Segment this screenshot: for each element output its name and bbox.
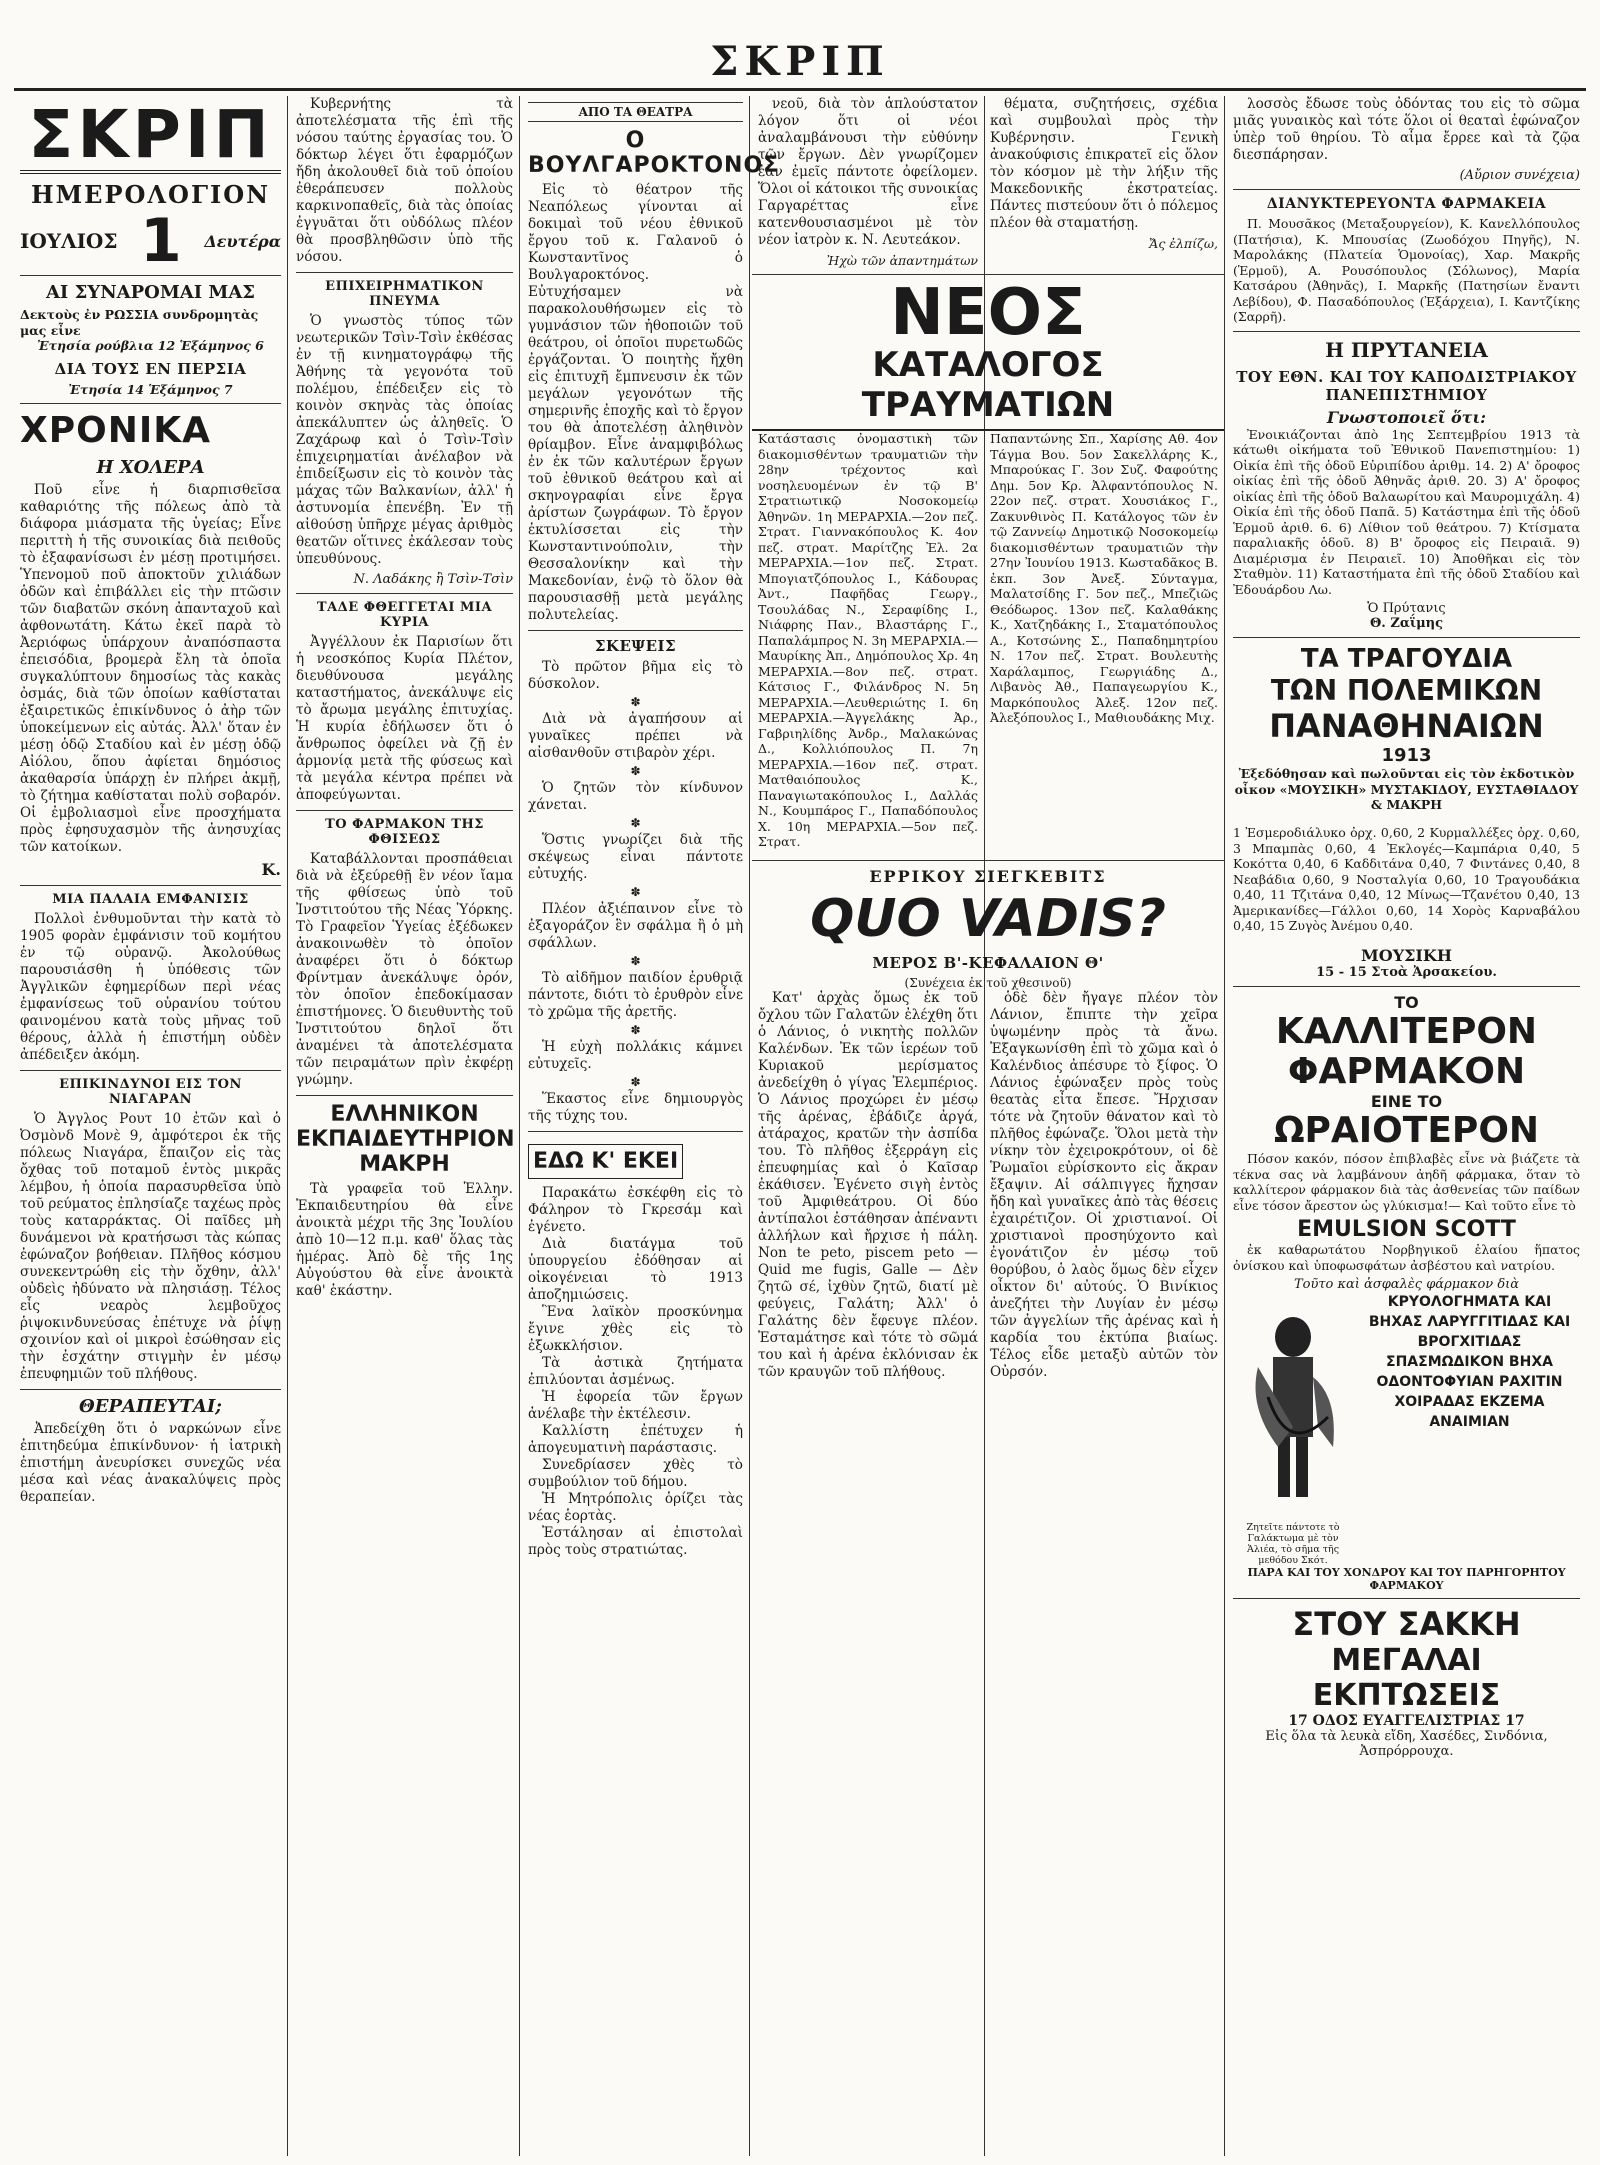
top-fragments bbox=[752, 96, 1224, 268]
article-title: ΣΚΕΨΕΙΣ bbox=[594, 637, 677, 655]
article-title: ΔΙΑΝΥΚΤΕΡΕΥΟΝΤΑ ΦΑΡΜΑΚΕΙΑ bbox=[1266, 196, 1547, 212]
article-body: Ὁ Ἀγγλος Ρουτ 10 ἐτῶν καὶ ὁ Ὀσμὸνδ Μονὲ 9, ἀμφότεροι ἐκ τῆς πόλεως Νιαγάρα, ἔπαιζον εἰς τὰς ὄχθας τοῦ ποταμοῦ ἐντὸς μικρᾶς λέμβου, ἡ ὁποία παρασυρθεῖσα ὑπὸ τοῦ ρεύματος ἐπλησίαζε ταχέως πρὸς τοὺς καταρράκτας. Οἱ παῖδες μὴ δυνάμενοι νὰ κρατήσωσι τὰς κώπας ἐφώναζον βοήθειαν. Πλῆθος κόσμου συνεκεντρώθη εἰς τὴν ὄχθην, ἀλλ' οὐδεὶς ἠδύνατο νὰ πλησιάσῃ. Τέλος εἷς νεαρὸς λεμβοῦχος ῥιψοκινδυνεύσας ἐπέτυχε νὰ ῥίψῃ σχοινίον καὶ οἱ μικροὶ ἐσώθησαν εἰς τὴν ἐσχάτην στιγμὴν ἐν μέσῳ ἐπευφημιῶν τοῦ πλήθους. bbox=[20, 1111, 281, 1382]
signature-role: Ὁ Πρύτανις bbox=[1367, 601, 1446, 616]
list-item: Ἐστάλησαν αἱ ἐπιστολαὶ πρὸς τοὺς στρατιώτας. bbox=[528, 1525, 743, 1558]
column-4-5 bbox=[752, 96, 1224, 2156]
article-body: Ποῦ εἶνε ἡ διαρπισθεῖσα καθαριότης τῆς πόλεως ἀπὸ τὰ διάφορα μιάσματα τῆς ὑγείας; Εἶνε περιττὴ ἡ τῆς συνοικίας διὰ πειθοῦς τὸ ἐξαφανίσωσι ἐν μέσῃ προτιμήσει. Ὑπενομοῦ ποῦ ἀποκτοῦν χιλιάδων ὁδῶν καὶ ἐπιβάλλει εἰς τὴν πτῶσιν τῶν διαβατῶν σκόνη ἀπανταχοῦ καὶ ἀφθονωτάτη. Κάτω ἐκεῖ παρὰ τὸ Ἀεριόφως ὑπάρχουν ἀναπόσπαστα ἐπεισόδια, βρομερὰ ἔλη τὰ ὁποῖα συγκαλύπτουν δημοσίως τὰς κακὰς ὀσμάς, διὰ τῶν ὁποίων καθίσταται ἐξαιρετικῶς ἐπικίνδυνος ὁ ἀὴρ τῶν ὑποκείμενων εἰς αὐτάς. Ἀλλ' ὅταν ἐν μέσῃ ὁδῷ Σταδίου καὶ ἐν μέσῃ ὁδῷ Αἰόλου, ὅπου ἀφίεται δημόσιος ἀκαθαρσία ὑπάρχῃ ἐν πλήρει ἀκμῇ, τὸ ζήτημα καθίσταται πολὺ σοβαρόν. Οἱ ἐμβολιασμοὶ εἶνε προσχήματα πρὸς ἐφησυχασμὸν τῆς ἀνησυχίας τῶν κατοίκων. bbox=[20, 482, 281, 855]
list-item: Ἡ εὐχὴ πολλάκις κάμνει εὐτυχεῖς. bbox=[528, 1039, 743, 1072]
serial-title: QUO VADIS? bbox=[810, 888, 1166, 949]
calendar-day: 1 bbox=[140, 206, 182, 276]
list-item: Ἡ ἐφορεία τῶν ἔργων ἀνέλαβε τὴν ἐκτέλεσιν. bbox=[528, 1389, 743, 1422]
casualty-list bbox=[752, 431, 1224, 854]
article-body: Π. Μουσᾶκος (Μεταξουργείον), Κ. Κανελλόπουλος (Πατήσια), Κ. Μπουσίας (Ζωοδόχου Πηγῆς), Ν. Μαρολάκης (Πλατεία Ὁμονοίας), Χαρ. Μακρῆς (Ἑρμοῦ), Α. Ρουσόπουλος (Σόλωνος), Μαρία Κατσάρου (Ἀθηνᾶς), Ι. Μαρκῆς (Πατησίων ἔναντι Λεβίδου), Φ. Πασαδόπουλος (Ἐξάρχεια), Ι. Καντζίκης (Σαρρῆ). bbox=[1233, 216, 1580, 324]
ad-footer: ΠΑΡΑ ΚΑΙ ΤΟΥ ΧΟΝΔΡΟΥ ΚΑΙ ΤΟΥ ΠΑΡΗΓΟΡΗΤΟΥ ΦΑΡΜΑΚΟΥ bbox=[1247, 1566, 1566, 1592]
article-body: Καταβάλλονται προσπάθειαι διὰ νὰ ἐξεύρεθῇ ἓν νέον ἴαμα τῆς φθίσεως ὑπὸ τοῦ Ἰνστιτούτου τῆς Νέας Ὑόρκης. Τὸ Γραφεῖον Ὑγείας ἐξέδωκεν ἀνακοινωθὲν τὸ ὁποῖον ἀναφέρει ὅτι ὁ δόκτωρ Φρίντμαν ἀνεκάλυψε ὀρόν, τὸν ὁποῖον ἐπεδοκίμασαν ἐπιστήμονες. Ὁ διευθυντὴς τοῦ Ἰνστιτούτου δηλοῖ ὅτι ἀναμένει τὰ ἀποτελέσματα τῶν πειραμάτων πρὶν ἐκφέρῃ γνώμην. bbox=[296, 851, 513, 1088]
article-body: θέματα, συζητήσεις, σχέδια καὶ συμβουλαὶ πρὸς τὴν Κυβέρνησιν. Γενικὴ ἀνακούφισις ἐπικρατεῖ εἰς ὅλον τὸν κόσμον μὲ τὴν λήξιν τῆς Μακεδονικῆς ἐκστρατείας. Πάντες πιστεύουν ὅτι ὁ πόλεμος πλέον θὰ σταματήσῃ. bbox=[990, 96, 1218, 231]
ad-text: ΤΟ bbox=[1394, 993, 1419, 1012]
ad-illustration-block bbox=[1233, 1292, 1580, 1566]
column-rule bbox=[749, 96, 750, 2156]
song-price-list: 1 Ἐσμεροδιάλυκο ὀρχ. 0,60, 2 Κυρμαλλέξες ὀρχ. 0,60, 3 Μπαμπὰς 0,60, 4 Ἐκλογές—Καμπάρια 0,40, 5 Κοκόττα 0,40, 6 Καδδιτάνα 0,40, 7 Φιντάνες 0,40, 8 Νεαβάδια 0,60, 9 Νοσταλγία 0,60, 10 Τραγουδάκια 0,40, 11 Τζιτάνα 0,40, 12 Μίνως—Τζανέτου 0,40, 13 Ἀμερικανίδες—Γάλλοι 0,60, 14 Χορὸς Καρναβάλου 0,40, 15 Ζυγὸς Ἀνέμου 0,40. bbox=[1233, 825, 1580, 933]
subscriptions-russia: Δεκτοὺς ἐν ΡΩΣΣΙΑ συνδρομητὰς μας εἶνε bbox=[20, 307, 259, 338]
list-item: Καλλίστη ἐπέτυχεν ἡ ἀπογευματινὴ παράστασις. bbox=[528, 1423, 743, 1456]
ad-year: 1913 bbox=[1381, 745, 1432, 766]
ad-address: 17 ΟΔΟΣ ΕΥΑΓΓΕΛΙΣΤΡΙΑΣ 17 bbox=[1288, 1713, 1525, 1729]
serial-part: ΜΕΡΟΣ Β'-ΚΕΦΑΛΑΙΟΝ Θ' bbox=[872, 953, 1104, 972]
column-rule bbox=[519, 96, 520, 2156]
section-title: ΑΠΟ ΤΑ ΘΕΑΤΡΑ bbox=[528, 102, 743, 122]
calendar-weekday: Δευτέρα bbox=[204, 231, 281, 251]
article-signature: Ἠχὼ τῶν ἀπαντημάτων bbox=[826, 253, 978, 268]
serial-body bbox=[752, 990, 1224, 1385]
ad-brand: EMULSION SCOTT bbox=[1297, 1217, 1516, 1242]
casualty-list-text: Κατάστασις ὀνομαστικὴ τῶν διακομισθέντων τραυματιῶν τὴν 28ην τρέχοντος καὶ νοσηλευομένων ἐν τῷ Β' Στρατιωτικῷ Νοσοκομείῳ Ἀθηνῶν. 1η ΜΕΡΑΡΧΙΑ.—2ον πεζ. Στρατ. Γιαννακόπουλος Κ. 4ον πεζ. στρατ. Μαρίτζης Ἐλ. 2α ΜΕΡΑΡΧΙΑ.—1ον πεζ. Στρατ. Μπογιατζόπουλος Ι., Κάδουρας Ἀντ., Παφῆδας Γεωργ., Τσουλάδας Ν., Σεραφίδης Ι., Νιάφρης Παν., Βλαστάρης Γ., Παπαλάμπρος Ν. 3η ΜΕΡΑΡΧΙΑ.—Μαυρίκης Ἀπ., Δημόπουλος Χρ. 4η ΜΕΡΑΡΧΙΑ.—8ον πεζ. στρατ. Κάτσιος Γ., Φιλάνδρος Ν. 5η ΜΕΡΑΡΧΙΑ.—Λευθεριώτης Ι. 6η ΜΕΡΑΡΧΙΑ.—Ἀγγελάκης Ἀρ., Γαβριηλίδης Ἀνδρ., Μαλακώνας Δ., Κολλιόπουλος Π. 7η ΜΕΡΑΡΧΙΑ.—16ον πεζ. στρατ. Ματθαιόπουλος Κ., Παναγιωτακόπουλος Ι., Δαλλάς Ν., Κουμπάρος Γ., Παπαδόπουλος Χ. 10η ΜΕΡΑΡΧΙΑ.—5ον πεζ. Στρατ. bbox=[758, 431, 978, 849]
article-title: ΤΑΔΕ ΦΘΕΓΓΕΤΑΙ ΜΙΑ ΚΥΡΙΑ bbox=[316, 600, 493, 630]
article-body: Ἀγγέλλουν ἐκ Παρισίων ὅτι ἡ νεοσκόπος Κυρία Πλέτον, διευθύνουσα μεγάλης καταστήματος, ἀνεκάλυψε εἰς τὸ ἄρωμα μεγάλης ἐπιτυχίας. Ἡ κυρία ἐδήλωσεν ὅτι ὁ ἄνθρωπος ὀφείλει νὰ ζῇ ἐν ἁρμονίᾳ μετὰ τῆς φύσεως καὶ τὰ μεγάλα κέντρα πρέπει νὰ ἀποφεύγωνται. bbox=[296, 634, 513, 803]
list-item: Πλέον ἀξιέπαινον εἶνε τὸ ἐξαγοράζον ἓν σφάλμα ἢ ὁ μὴ σφάλλων. bbox=[528, 901, 743, 951]
ad-body: ἐκ καθαρωτάτου Νορβηγικοῦ ἐλαίου ἥπατος ὀνίσκου καὶ ὑποφωσφάτων ἀσβέστου καὶ νατρίου. bbox=[1233, 1242, 1580, 1273]
serial-author: ΕΡΡΙΚΟΥ ΣΙΕΓΚΕΒΙΤΣ bbox=[869, 866, 1107, 886]
article-signature: Ν. Λαδάκης ἢ Τσὶν-Τσὶν bbox=[353, 572, 513, 587]
ad-body: Πόσον κακόν, πόσον ἐπιβλαβὲς εἶνε νὰ βιάζετε τὰ τέκνα σας νὰ λαμβάνουν ἀηδῆ φάρμακα, ὅταν τὸ καλλίτερον φάρμακον διὰ τὰς ἀσθενείας τῶν παίδων εἶνε τόσον ἄρεστον ὡς γλύκισμα!— Καὶ τοῦτο εἶνε τὸ bbox=[1233, 1151, 1580, 1213]
article-title: ΜΙΑ ΠΑΛΑΙΑ ΕΜΦΑΝΙΣΙΣ bbox=[52, 892, 249, 907]
newspaper-logo: ΣΚΡΙΠ bbox=[20, 100, 281, 174]
article-body: Κατ' ἀρχὰς ὅμως ἐκ τοῦ ὄχλου τῶν Γαλατῶν ἐλέχθη ὅτι ὁ Λάνιος, ὁ νικητὴς πολλῶν Καλένδων. Ἐκ τῶν ἱερέων τοῦ Κυριακοῦ μερίσματος ἀνεδείχθη ὁ γίγας Ἐλεμπέριος. Ὁ Λάνιος προχώρει ἐν μέσῳ τῆς ἀρένας, ἐβάδιζε ἀργά, ἀτάραχος, κρατῶν τὴν ἀσπίδα του. Τὸ πλῆθος ἐξερράγη εἰς ἐπευφημίας καὶ ὁ Καῖσαρ ἐκάθισεν. Ἐγένετο σιγὴ ἐντὸς τοῦ Ἀμφιθεάτρου. Οἱ δύο ἀντίπαλοι ἐστάθησαν ἀπέναντι ἀλλήλων καὶ ἤρχισε ἡ πάλη. Non te peto, piscem peto — Quid me fugis, Galle — Δὲν ζητῶ σέ, ἰχθὺν ζητῶ, διατί μὲ φεύγεις, Γαλάτη; Ἀλλ' ὁ Γαλάτης δὲν ἔφευγε πλέον. Ἐσταμάτησε καὶ τότε τὸ σῶμά του καὶ ἡ ἀρένα ἐκλόνισαν ἐκ τῶν κραυγῶν τοῦ πλήθους. bbox=[758, 989, 978, 1380]
column-2 bbox=[290, 96, 519, 2156]
ad-text: ΕΙΝΕ ΤΟ bbox=[1370, 1092, 1443, 1111]
serial-continuation: (Συνέχεια ἐκ τοῦ χθεσινοῦ) bbox=[904, 975, 1072, 990]
ad-ailments: ΚΡΥΟΛΟΓΗΜΑΤΑ ΚΑΙ ΒΗΧΑΣ ΛΑΡΥΓΓΙΤΙΔΑΣ ΚΑΙ ΒΡΟΓΧΙΤΙΔΑΣ ΣΠΑΣΜΩΔΙΚΟΝ ΒΗΧΑ ΟΔΟΝΤΟΦΥΙΑΝ ΡΑΧΙΤΙΝ ΧΟΙΡΑΔΑΣ ΕΚΖΕΜΑ ΑΝΑΙΜΙΑΝ bbox=[1368, 1294, 1571, 1430]
article-title: ΕΠΙΚΙΝΔΥΝΟΙ ΕΙΣ ΤΟΝ ΝΙΑΓΑΡΑΝ bbox=[59, 1077, 242, 1107]
calendar-date bbox=[20, 206, 281, 276]
article-title: ΕΠΙΧΕΙΡΗΜΑΤΙΚΟΝ ΠΝΕΥΜΑ bbox=[325, 279, 484, 309]
subscriptions-russia-price: Ἐτησία ρούβλια 12 Ἑξάμηνος 6 bbox=[37, 338, 264, 353]
article-signature: Κ. bbox=[261, 860, 281, 879]
subscriptions-persia: ΔΙΑ ΤΟΥΣ ΕΝ ΠΕΡΣΙΑ bbox=[54, 359, 247, 378]
ad-title: ΤΑ ΤΡΑΓΟΥΔΙΑ bbox=[1300, 644, 1513, 674]
ad-title: ΠΑΝΑΘΗΝΑΙΩΝ bbox=[1269, 707, 1544, 745]
article-signature: (Αὔριον συνέχεια) bbox=[1459, 168, 1580, 183]
list-item: Ἡ Μητρόπολις ὁρίζει τὰς νέας ἑορτὰς. bbox=[528, 1491, 743, 1524]
article-body: λοσσὸς ἔδωσε τοὺς ὀδόντας του εἰς τὸ σῶμα μιᾶς γυναικὸς καὶ τότε ὅλοι οἱ θεαταὶ ἐφώναζον ὑπὲρ τοῦ θηρίου. Τὸ αἷμα ἔρρεε καὶ τὰ ζῷα διεσπάρησαν. bbox=[1233, 96, 1580, 163]
article-body: Τὰ γραφεῖα τοῦ Ἑλλην. Ἐκπαιδευτηρίου θὰ εἶνε ἀνοικτὰ μέχρι τῆς 3ης Ἰουλίου ἀπὸ 10—12 π.μ. καθ' ὅλας τὰς ἡμέρας. Ἀπὸ δὲ τῆς 1ης Αὐγούστου θὰ εἶνε ἀνοικτὰ καθ' ἑκάστην. bbox=[296, 1181, 513, 1299]
thoughts-list: Τὸ πρῶτον βῆμα εἰς τὸ δύσκολον. ✽ Διὰ νὰ ἀγαπήσουν αἱ γυναῖκες πρέπει νὰ αἰσθανθοῦν στιβαρὸν χέρι. ✽ Ὁ ζητῶν τὸν κίνδυνον χάνεται. ✽ Ὅστις γνωρίζει διὰ τῆς σκέψεως εἶναι πάντοτε εὐτυχής. ✽ Πλέον ἀξιέπαινον εἶνε τὸ ἐξαγοράζον ἓν σφάλμα ἢ ὁ μὴ σφάλλων. ✽ Τὸ αἰδῆμον παιδίον ἐρυθριᾷ πάντοτε, διότι τὸ ἐρυθρὸν εἶνε τὸ χρῶμα τῆς ἀρετῆς. ✽ Ἡ εὐχὴ πολλάκις κάμνει εὐτυχεῖς. ✽ Ἕκαστος εἶνε δημιουργὸς τῆς τύχης του. bbox=[528, 659, 743, 1124]
article-title: Ο ΒΟΥΛΓΑΡΟΚΤΟΝΟΣ bbox=[528, 128, 780, 178]
casualty-list-text: Παπαντώνης Σπ., Χαρίσης Αθ. 4ον Τάγμα Βου. 5ον Σακελλάρης Κ., Μπαρούκας Γ. 3ον Συζ. Φαφούτης Δημ. 5ον Κρ. Ἀλφαντόπουλος Ν. 22ον πεζ. στρατ. Χουσιάκος Γ., Ζακυνθινὸς Π. Κατάλογος τῶν ἐν τῷ Ζαννείῳ Δημοτικῷ Νοσοκομείῳ διακομισθέντων τραυματιῶν τὴν 27ην Ἰουνίου 1913. Κωσταδᾶκος Β. ἐκπ. 3ον Ἀνεξ. Σύνταγμα, Μαλατσίδης Γ. 5ον πεζ., Μπεζιῶς Θεόδωρος. 13ον πεζ. Καλαθάκης Κ., Χατζηδάκης Ι., Σταματόπουλος Α., Κοτσώνης Σ., Παπαδημητρίου Ν. 17ον πεζ. Στρατ. Βουλευτὴς Χαράλαμπος, Γεωργιάδης Δ., Λιβανὸς Ἀθ., Παπαγεωργίου Κ., Μαρκόπουλος Ἀλεξ. 12ον πεζ. Ἀλεξόπουλος Ι., Μαθιουδάκης Μιχ. bbox=[990, 431, 1218, 725]
list-item: Τὸ πρῶτον βῆμα εἰς τὸ δύσκολον. bbox=[528, 659, 743, 692]
list-item: Παρακάτω ἐσκέφθη εἰς τὸ Φάληρον τὸ Γκρεσάμ καὶ ἐγένετο. bbox=[528, 1185, 743, 1235]
ad-address: 15 - 15 Στοὰ Ἀρσακείου. bbox=[1316, 965, 1497, 980]
article-body: Κυβερνήτης τὰ ἀποτελέσματα τῆς ἐπὶ τῆς νόσου ταύτης ἐργασίας του. Ὁ δόκτωρ λέγει ὅτι ἐφαρμόζων ἤδη ἀκολουθεῖ διὰ τοῦ ὁποίου ἐθεράπευσεν πολλοὺς καρκινοπαθεῖς, διὰ τὰς ὁποίας ἐγγυᾶται ὅτι οὐδόλως πλέον θὰ προσβληθῶσιν ὑπὸ τῆς νόσου. bbox=[296, 96, 513, 265]
masthead: ΣΚΡΙΠ bbox=[710, 38, 890, 85]
calendar-month: ΙΟΥΛΙΟΣ bbox=[20, 229, 118, 253]
article-title: Η ΠΡΥΤΑΝΕΙΑ bbox=[1325, 337, 1488, 362]
list-item: Ἓνα λαϊκὸν προσκύνημα ἔγινε χθὲς εἰς τὸ ἐξωκκλήσιον. bbox=[528, 1304, 743, 1354]
list-item: Διὰ νὰ ἀγαπήσουν αἱ γυναῖκες πρέπει νὰ αἰσθανθοῦν στιβαρὸν χέρι. bbox=[528, 711, 743, 761]
calendar-label: ΗΜΕΡΟΛΟΓΙΟΝ bbox=[30, 180, 271, 209]
ad-text: ΚΑΛΛΙΤΕΡΟΝ bbox=[1275, 1011, 1538, 1052]
ad-text: ΦΑΡΜΑΚΟΝ bbox=[1287, 1051, 1526, 1092]
column-1 bbox=[14, 96, 287, 2156]
casualty-list-title: ΝΕΟΣ bbox=[890, 276, 1086, 350]
section-title: ΧΡΟΝΙΚΑ bbox=[20, 410, 212, 451]
article-body: ὁδὲ δὲν ἤγαγε πλέον τὸν Λάνιον, ἔπιπτε τὴν χεῖρα ὑψωμένην πρὸς τὰ ἄνω. Ἐξαγκωνίσθη ἐπὶ τὸ χῶμα καὶ ὁ Καλένδιος ἀπέσυρε τὸ ξίφος. Ὁ Λάνιος ἐφώναξεν πρὸς τοὺς θεατὰς εἶτα ἔπεσε. Ἤρχισαν τότε νὰ ζητοῦν θάνατον καὶ τὸ πλῆθος ἐφώναζε. Ὅλοι μετὰ τὴν νίκην τὸν ἐχειροκρότουν, οἱ δὲ Ῥωμαῖοι εὐρίσκοντο εἰς ἄκραν ἔξαψιν. Αἱ σάλπιγγες ἤχησαν ἤδη καὶ γυναῖκες ἀπὸ τὰς θέσεις ἐχαιρέτιζον. Οἱ χριστιανοί. Οἱ χριστιανοὶ προσηύχοντο καὶ ἐγονάτιζον ἐν μέσῳ τοῦ θορύβου, ὁ λαὸς ὅμως δὲν εἶχεν οἶκτον δι' αὐτούς. Ὁ Βινίκιος ἀνεζήτει τὴν Λυγίαν ἐν μέσῳ τῶν ἀγγελίων τῆς ἀρένας καὶ ἡ καρδία του ἐκτύπα βιαίως. Τέλος εἶδε μεταξὺ αὐτῶν τὸν Οὐρσόν. bbox=[990, 989, 1218, 1380]
article-title: ΤΟ ΦΑΡΜΑΚΟΝ ΤΗΣ ΦΘΙΣΕΩΣ bbox=[325, 817, 484, 847]
ad-title: ΤΩΝ ΠΟΛΕΜΙΚΩΝ bbox=[1270, 674, 1543, 707]
signature-name: Θ. Ζαΐμης bbox=[1369, 616, 1444, 631]
ad-body: Τοῦτο καὶ ἀσφαλὲς φάρμακον διὰ bbox=[1293, 1277, 1520, 1292]
list-item: Τὰ ἀστικὰ ζητήματα ἐπιλύονται ἀσμένως. bbox=[528, 1355, 743, 1388]
column-3 bbox=[522, 96, 780, 2156]
ad-shop: ΜΟΥΣΙΚΗ bbox=[1361, 946, 1452, 965]
article-body: νεοῦ, διὰ τὸν ἁπλούστατον λόγον ὅτι οἱ νέοι ἀναλαμβάνουσι τὴν εὐθύνην τῶν ἔργων. Δὲν γνωρίζομεν ἐὰν ἐμεῖς πάντοτε ὀφείλομεν. Ὅλοι οἱ κάτοικοι τῆς συνοικίας Γαργαρέττας εἶνε κατενθουσιασμένοι μὲ τὸν νέον ἰατρὸν κ. Ν. Λευτεάκον. bbox=[758, 96, 978, 248]
ad-caption: Ζητεῖτε πάντοτε τὸ Γαλάκτωμα μὲ τὸν Ἁλιέα, τὸ σῆμα τῆς μεθόδου Σκότ. bbox=[1246, 1522, 1340, 1566]
article-title: ΕΛΛΗΝΙΚΟΝ ΕΚΠΑΙΔΕΥΤΗΡΙΟΝ ΜΑΚΡΗ bbox=[296, 1102, 515, 1177]
list-item: Ὅστις γνωρίζει διὰ τῆς σκέψεως εἶναι πάντοτε εὐτυχής. bbox=[528, 832, 743, 882]
casualty-list-subtitle: ΚΑΤΑΛΟΓΟΣ ΤΡΑΥΜΑΤΙΩΝ bbox=[752, 345, 1224, 431]
article-signature: Ἄς ἐλπίζω, bbox=[1149, 236, 1218, 251]
list-item: Ὁ ζητῶν τὸν κίνδυνον χάνεται. bbox=[528, 780, 743, 813]
column-rule bbox=[1224, 96, 1225, 2156]
ad-title: ΣΤΟΥ ΣΑΚΚΗ bbox=[1292, 1605, 1521, 1643]
list-item: Ἕκαστος εἶνε δημιουργὸς τῆς τύχης του. bbox=[528, 1091, 743, 1124]
article-title: ΕΔΩ Κ' ΕΚΕΙ bbox=[528, 1144, 683, 1179]
article-title: Η ΧΟΛΕΡΑ bbox=[96, 457, 205, 478]
ad-body: Εἰς ὅλα τὰ λευκὰ εἴδη, Χασέδες, Σινδόνια, Ἀσπρόρρουχα. bbox=[1265, 1729, 1548, 1759]
list-item: Διὰ διατάγμα τοῦ ὑπουργείου ἐδόθησαν αἱ οἰκογένειαι τὸ 1913 ἀποζημιώσεις. bbox=[528, 1236, 743, 1303]
article-body: Ὁ γνωστὸς τύπος τῶν νεωτερικῶν Τσὶν-Τσὶν ἐκθέσας ἐν τῇ κινηματογράφῳ τῆς Ἀθήνης τὰ γεγονότα τοῦ πολέμου, ἐπέδειξεν εἰς τὸ κοινὸν σκηνὰς τὰς ὁποίας ἀπεκάλυπτεν ὡς ἀληθεῖς. Ὁ Ζαχάρωφ καὶ ὁ Τσὶν-Τσὶν ἐπιχειρηματίαι ἀνέλαβον νὰ ἐπιδείξωσιν εἰς τὸ κοινὸν τὰς μάχας τῶν Βαλκανίων, ἀλλ' ἡ ἀστυνομία ἐπενέβη. Ἐν τῇ αἰθούσῃ ὑπῆρχε μέγας ἀριθμὸς θεατῶν οἵτινες ἐκάλεσαν τοὺς ὑπευθύνους. bbox=[296, 313, 513, 567]
masthead-rule bbox=[14, 88, 1586, 91]
notice-label: Γνωστοποιεῖ ὅτι: bbox=[1326, 407, 1487, 427]
article-body: Εἰς τὸ θέατρον τῆς Νεαπόλεως γίνονται αἱ δοκιμαὶ τοῦ νέου ἐθνικοῦ ἔργου τοῦ κ. Γαλανοῦ ὁ Κωνσταντῖνος ὁ Βουλγαροκτόνος. Εὐτυχήσαμεν νὰ παρακολουθήσωμεν εἰς τὸ γυμνάσιον τῶν ἠθοποιῶν τοῦ θεάτρου, οἱ ὁποῖοι πυρετωδῶς ἐργάζονται. Ὁ ποιητὴς ἤχθη εἰς ἐπιτυχῆ ἔμπνευσιν ἐκ τῶν μεγάλων γεγονότων τῆς σημερινῆς ἐποχῆς καὶ τὸ ἔργον του θὰ ἀποτελέσῃ ἀληθινὸν θρίαμβον. Εἶνε ἀναμφιβόλως ἐν ἐκ τῶν καλυτέρων ἔργων τοῦ ἐθνικοῦ θεάτρου καὶ αἱ σκηνογραφίαι εἶνε ἔργα ἀρίστων ζωγράφων. Τὸ ἔργον ἐκτυλίσσεται εἰς τὴν Κωνσταντινούπολιν, τὴν Θεσσαλονίκην καὶ τὴν Μακεδονίαν, ἐνῷ τὸ ὅλον θὰ παρουσιασθῇ μετὰ μεγάλης πολυτελείας. bbox=[528, 182, 743, 623]
news-items bbox=[528, 1185, 743, 1559]
article-title: ΘΕΡΑΠΕΥΤΑΙ; bbox=[79, 1396, 222, 1417]
subscriptions-header: ΑΙ ΣΥΝΑΡΟΜΑΙ ΜΑΣ bbox=[45, 282, 256, 303]
ad-title: ΜΕΓΑΛΑΙ ΕΚΠΤΩΣΕΙΣ bbox=[1312, 1643, 1501, 1713]
article-body: Ἀπεδείχθη ὅτι ὁ ναρκώνων εἶνε ἐπιτηδεύμα ἐπικίνδυνον· ἡ ἰατρικὴ ἐπιστήμη ἀνευρίσκει συνεχῶς νέα μέσα καὶ νέας ἀνακαλύψεις πρὸς θεραπείαν. bbox=[20, 1421, 281, 1505]
subscriptions-persia-price: Ἐτησία 14 Ἑξάμηνος 7 bbox=[68, 381, 233, 397]
article-subtitle: ΤΟΥ ΕΘΝ. ΚΑΙ ΤΟΥ ΚΑΠΟΔΙΣΤΡΙΑΚΟΥ ΠΑΝΕΠΙΣΤΗΜΙΟΥ bbox=[1236, 367, 1577, 404]
fisherman-icon bbox=[1233, 1292, 1353, 1522]
list-item: Συνεδρίασεν χθὲς τὸ συμβούλιον τοῦ δήμου. bbox=[528, 1457, 743, 1490]
column-6 bbox=[1227, 96, 1586, 2156]
ad-text: ΩΡΑΙΟΤΕΡΟΝ bbox=[1273, 1110, 1540, 1151]
column-rule bbox=[287, 96, 288, 2156]
list-item: Τὸ αἰδῆμον παιδίον ἐρυθριᾷ πάντοτε, διότι τὸ ἐρυθρὸν εἶνε τὸ χρῶμα τῆς ἀρετῆς. bbox=[528, 970, 743, 1020]
article-body: Πολλοὶ ἐνθυμοῦνται τὴν κατὰ τὸ 1905 φορὰν ἐμφάνισιν τοῦ κομήτου ἐν τῷ οὐρανῷ. Ἀκολούθως παρουσιάσθη ἡ ὑπόθεσις τῶν Ἀγγλικῶν ἐφημερίδων περὶ νέας ἐμφανίσεως τοῦ οὐρανίου τούτου φαινομένου κατὰ τοὺς μῆνας τοῦ θέρους, ἀλλὰ ἡ ἐπιστήμη οὐδὲν ἀπέδειξεν ἀκόμη. bbox=[20, 911, 281, 1063]
ad-publisher: Ἐξεδόθησαν καὶ πωλοῦνται εἰς τὸν ἐκδοτικὸν οἶκον «ΜΟΥΣΙΚΗ» ΜΥΣΤΑΚΙΔΟΥ, ΕΥΣΤΑΘΙΑΔΟΥ & ΜΑΚΡΗ bbox=[1234, 766, 1579, 812]
article-body: Ἐνοικιάζονται ἀπὸ 1ης Σεπτεμβρίου 1913 τὰ κάτωθι οἰκήματα τοῦ Ἐθνικοῦ Πανεπιστημίου: 1) Οἰκία ἐπὶ τῆς ὁδοῦ Εὐριπίδου ἀριθμ. 14. 2) Α' ὄροφος οἰκίας ἐπὶ τῆς ὁδοῦ Ἀθηνᾶς ἀριθ. 20. 3) Α' ὄροφος οἰκίας ἐπὶ τῆς ὁδοῦ Βαλαωρίτου καὶ Μαυρομιχάλη. 4) Οἰκία ἐπὶ τῆς ὁδοῦ Παπᾶ. 5) Κατάστημα ἐπὶ τῆς ὁδοῦ Ἑρμοῦ ἀριθ. 6. 6) Λίθιον τοῦ θεάτρου. 7) Κτίσματα παραλιακῆς ὁδοῦ. 8) Β' ὄροφος εἰς Πειραιᾶ. 9) Διαμέρισμα ἐν Πειραιεῖ. 10) Ἀποθῆκαι εἰς τὸν Σταθμὸν. 11) Καταστήματα ἐπὶ τῆς ὁδοῦ Σταδίου καὶ Ἐδουάρδου Λω. bbox=[1233, 426, 1580, 597]
